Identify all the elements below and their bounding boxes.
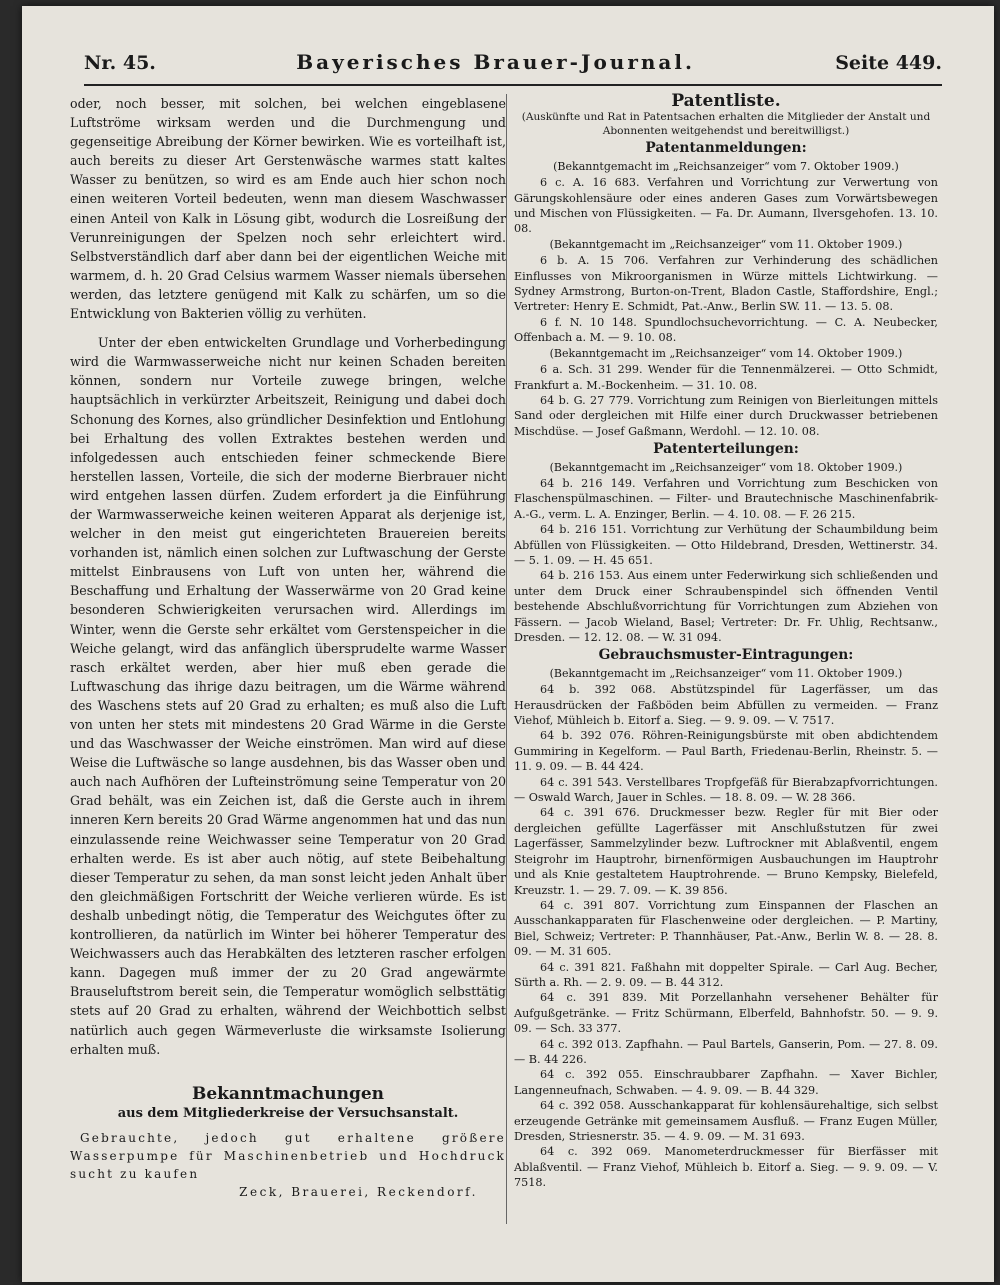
issue-number: Nr. 45. xyxy=(84,52,156,74)
patent-entry: 64 c. 392 069. Manometerdruckmesser für Bierfässer mit Ablaßventil. — Franz Viehof, Mühleich b. Eitorf a. Sieg. — 9. 9. 09. — V. 7518. xyxy=(514,1145,938,1190)
patent-entry: 64 c. 392 058. Ausschankapparat für kohlensäurehaltige, sich selbst erzeugende Getränke mit gemeinsamem Ausfluß. — Franz Eugen Müller, Dresden, Striesnerstr. 35. — 4. 9. 09. — M. 31 693. xyxy=(514,1099,938,1143)
patent-entry: 64 b. 392 076. Röhren-Reinigungsbürste mit oben abdichtendem Gummiring in Kegelform. — Paul Barth, Friedenau-Berlin, Rheinstr. 5. — 11. 9. 09. — B. 44 424. xyxy=(514,729,938,774)
patent-entry: 64 b. 216 149. Verfahren und Vorrichtung zum Beschicken von Flaschenspülmaschinen. — Filter- und Brautechnische Maschinenfabrik-A.-G., verm. L. A. Enzinger, Berlin. — 4. 10. 08. — F. 26 215. xyxy=(514,476,938,521)
article-paragraph: Unter der eben entwickelten Grundlage und Vorherbedingung wird die Warmwasserweiche nicht nur keinen Schaden bereiten können, sondern nur Vorteile zuwege bringen, welche hauptsächlich in verkürzter Arbeitszeit, Reinigung und dabei doch Schonung des Kornes, also gründlicher Desinfektion und Entlohung bei Erhaltung des vollen Extraktes bestehen werden und infolgedessen auch entschieden feiner schmeckende Biere herstellen lassen, Vorteile, die sich der moderne Bierbrauer nicht wird entgehen lassen dürfen. Zudem erfordert ja die Einführung der Warmwasserweiche keinen weiteren Apparat als derjenige ist, welcher in den meist gut eingerichteten Brauereien bereits vorhanden ist, nämlich einen solchen zur Luftwaschung der Gerste mittelst Einbrausens von Luft von unten her, während die Beschaffung und Erhaltung der Wasserwärme von 20 Grad keine besonderen Schwierigkeiten verursachen wird. Allerdings im Winter, wenn die Gerste sehr erkältet vom Gerstenspeicher in die Weiche gelangt, wird das anfänglich übersprudelte warme Wasser rasch erkältet werden, aber hier muß eben gerade die Luftwaschung das ihrige dazu beitragen, um die Wärme während des Waschens stets auf 20 Grad zu erhalten; es muß also die Luft von unten her stets mit mindestens 20 Grad Wärme in die Gerste und das Waschwasser der Weiche einströmen. Man wird auf diese Weise die Luftwäsche so lange ausdehnen, bis das Wasser oben und auch nach Aufhören der Lufteinströmung seine Temperatur von 20 Grad behält, was ein Zeichen ist, daß die Gerste auch in ihrem inneren Kern bereits 20 Grad Wärme angenommen hat und das nun einzulassende reine Weichwasser seine Temperatur von 20 Grad erhalten werde. Es ist aber auch nötig, auf stete Beibehaltung dieser Temperatur zu sehen, da man sonst leicht jeden Anhalt über den gleichmäßigen Fortschritt der Weiche verlieren würde. Es ist deshalb unbedingt nötig, die Temperatur des Weichgutes öfter zu kontrollieren, da natürlich im Winter bei höherer Temperatur des Weichwassers auch das Herabkälten des letzteren rascher erfolgen kann. Dagegen muß immer der zu 20 Grad angewärmte Brauseluftstrom bereit sein, die Temperatur womöglich selbsttätig stets auf 20 Grad zu erhalten, während der Weichbottich selbst natürlich auch gegen Wärmeverluste die wirksamste Isolierung erhalten muß. xyxy=(70,335,506,1057)
announcement-block xyxy=(70,1085,506,1202)
patent-entry: 64 b. G. 27 779. Vorrichtung zum Reinigen von Bierleitungen mittels Sand oder dergleichen mit Hilfe einer durch Druckwasser betriebenen Mischdüse. — Josef Gaßmann, Werdohl. — 12. 10. 08. xyxy=(514,393,938,438)
patent-entry: 64 c. 391 676. Druckmesser bezw. Regler für mit Bier oder dergleichen gefüllte Lagerfässer mit Anschlußstutzen für zwei Lagerfässer, Sammelzylinder bezw. Luftrockner mit Ablaßventil, engem Steigrohr im Hauptrohr, birnenförmigen Ausbauchungen im Hauptrohr und als Knie gestaltetem Hauptrohrende. — Bruno Kempsky, Bielefeld, Kreuzstr. 1. — 29. 7. 09. — K. 39 856. xyxy=(514,806,938,897)
patent-list-note: (Auskünfte und Rat in Patentsachen erhalten die Mitglieder der Anstalt und Abonnenten weitgehendst und bereitwilligst.) xyxy=(521,111,931,137)
column-divider xyxy=(506,94,507,1224)
patent-entry: 64 c. 391 543. Verstellbares Tropfgefäß für Bierabzapfvorrichtungen. — Oswald Warch, Jauer in Schles. — 18. 8. 09. — W. 28 366. xyxy=(514,775,938,805)
patent-entry: 6 a. Sch. 31 299. Wender für die Tennenmälzerei. — Otto Schmidt, Frankfurt a. M.-Bockenheim. — 31. 10. 08. xyxy=(514,363,938,392)
patent-list-title: Patentliste. xyxy=(671,91,781,111)
announcement-signature: Zeck, Brauerei, Reckendorf. xyxy=(239,1184,478,1199)
patent-entry: 6 c. A. 16 683. Verfahren und Vorrichtung zur Verwertung von Gärungskohlensäure oder eines anderen Gases zum Vorwärtsbewegen und Mischen von Flüssigkeiten. — Fa. Dr. Aumann, Ilversgehofen. 13. 10. 08. xyxy=(514,176,938,236)
section-heading: Patentanmeldungen: xyxy=(645,140,807,157)
patent-entry: 64 c. 392 055. Einschraubbarer Zapfhahn. — Xaver Bichler, Langenneufnach, Schwaben. — 4. 9. 09. — B. 44 329. xyxy=(514,1068,938,1097)
announcement-body: Gebrauchte, jedoch gut erhaltene größere Wasserpumpe für Maschinenbetrieb und Hochdruck sucht zu kaufen xyxy=(70,1130,506,1181)
newspaper-page xyxy=(22,6,994,1282)
announcement-subtitle: aus dem Mitgliederkreise der Versuchsanstalt. xyxy=(117,1105,459,1121)
publication-date: (Bekanntgemacht im „Reichsanzeiger“ vom 7. Oktober 1909.) xyxy=(553,159,899,173)
patent-entry: 64 c. 391 807. Vorrichtung zum Einspannen der Flaschen an Ausschankapparaten für Flaschenweine oder dergleichen. — P. Martiny, Biel, Schweiz; Vertreter: P. Thannhäuser, Pat.-Anw., Berlin W. 8. — 28. 8. 09. — M. 31 605. xyxy=(514,898,938,959)
announcement-title: Bekanntmachungen xyxy=(191,1083,385,1104)
article-paragraph: oder, noch besser, mit solchen, bei welchen eingeblasene Luftströme wirksam werden und die Durchmengung und gegenseitige Abreibung der Körner bewirken. Wie es vorteilhaft ist, auch bereits zu dieser Art Gerstenwäsche warmes statt kaltes Wasser zu benützen, so wird es am Ende auch hier schon noch einen weiteren Vorteil bedeuten, wenn man diesem Waschwasser einen Anteil von Kalk in Lösung gibt, wodurch die Losreißung der Verunreinigungen der Spelzen noch sehr erleichtert wird. Selbstverständlich darf aber dann bei der eigentlichen Weiche mit warmem, d. h. 20 Grad Celsius warmem Wasser niemals übersehen werden, das letztere genügend mit Kalk zu schärfen, um so die Entwicklung von Bakterien völlig zu verhüten. xyxy=(70,96,506,322)
left-column xyxy=(70,94,506,1202)
publication-date: (Bekanntgemacht im „Reichsanzeiger“ vom 11. Oktober 1909.) xyxy=(549,666,903,680)
patent-entry: 64 c. 391 839. Mit Porzellanhahn versehener Behälter für Aufgußgetränke. — Fritz Schürmann, Elberfeld, Bahnhofstr. 50. — 9. 9. 09. — Sch. 33 377. xyxy=(514,991,938,1036)
section-heading: Gebrauchsmuster-Eintragungen: xyxy=(598,647,854,664)
patent-entry: 64 b. 216 151. Vorrichtung zur Verhütung der Schaumbildung beim Abfüllen von Flüssigkeiten. — Otto Hildebrand, Dresden, Wettinerstr. 34. — 5. 1. 09. — H. 45 651. xyxy=(514,523,938,567)
section-heading: Patenterteilungen: xyxy=(653,441,799,458)
publication-date: (Bekanntgemacht im „Reichsanzeiger“ vom 18. Oktober 1909.) xyxy=(549,460,903,474)
patent-entry: 6 b. A. 15 706. Verfahren zur Verhinderung des schädlichen Einflusses von Mikroorganismen in Würze mittels Lichtwirkung. — Sydney Armstrong, Burton-on-Trent, Bladon Castle, Staffordshire, Engl.; Vertreter: Henry E. Schmidt, Pat.-Anw., Berlin SW. 11. — 13. 5. 08. xyxy=(514,254,938,314)
patent-entry: 64 c. 392 013. Zapfhahn. — Paul Bartels, Ganserin, Pom. — 27. 8. 09. — B. 44 226. xyxy=(514,1037,938,1066)
page-number: Seite 449. xyxy=(835,52,942,74)
right-column xyxy=(514,91,938,1191)
patent-entry: 64 b. 216 153. Aus einem unter Federwirkung sich schließenden und unter dem Druck einer Schraubenspindel sich öffnenden Ventil bestehende Abschlußvorrichtung für Vorrichtungen zum Abziehen von Fässern. — Jacob Wieland, Basel; Vertreter: Dr. Fr. Uhlig, Rechtsanw., Dresden. — 12. 12. 08. — W. 31 094. xyxy=(514,569,938,644)
journal-title: Bayerisches Brauer-Journal. xyxy=(296,50,695,74)
publication-date: (Bekanntgemacht im „Reichsanzeiger“ vom 14. Oktober 1909.) xyxy=(549,346,903,360)
patent-entry: 64 c. 391 821. Faßhahn mit doppelter Spirale. — Carl Aug. Becher, Sürth a. Rh. — 2. 9. 09. — B. 44 312. xyxy=(514,960,938,989)
patent-entry: 6 f. N. 10 148. Spundlochsuchevorrichtung. — C. A. Neubecker, Offenbach a. M. — 9. 10. 08. xyxy=(514,315,938,345)
page-header xyxy=(84,50,942,86)
publication-date: (Bekanntgemacht im „Reichsanzeiger“ vom 11. Oktober 1909.) xyxy=(549,237,903,251)
patent-entry: 64 b. 392 068. Abstützspindel für Lagerfässer, um das Herausdrücken der Faßböden beim Abfüllen zu vermeiden. — Franz Viehof, Mühleich b. Eitorf a. Sieg. — 9. 9. 09. — V. 7517. xyxy=(514,683,938,728)
